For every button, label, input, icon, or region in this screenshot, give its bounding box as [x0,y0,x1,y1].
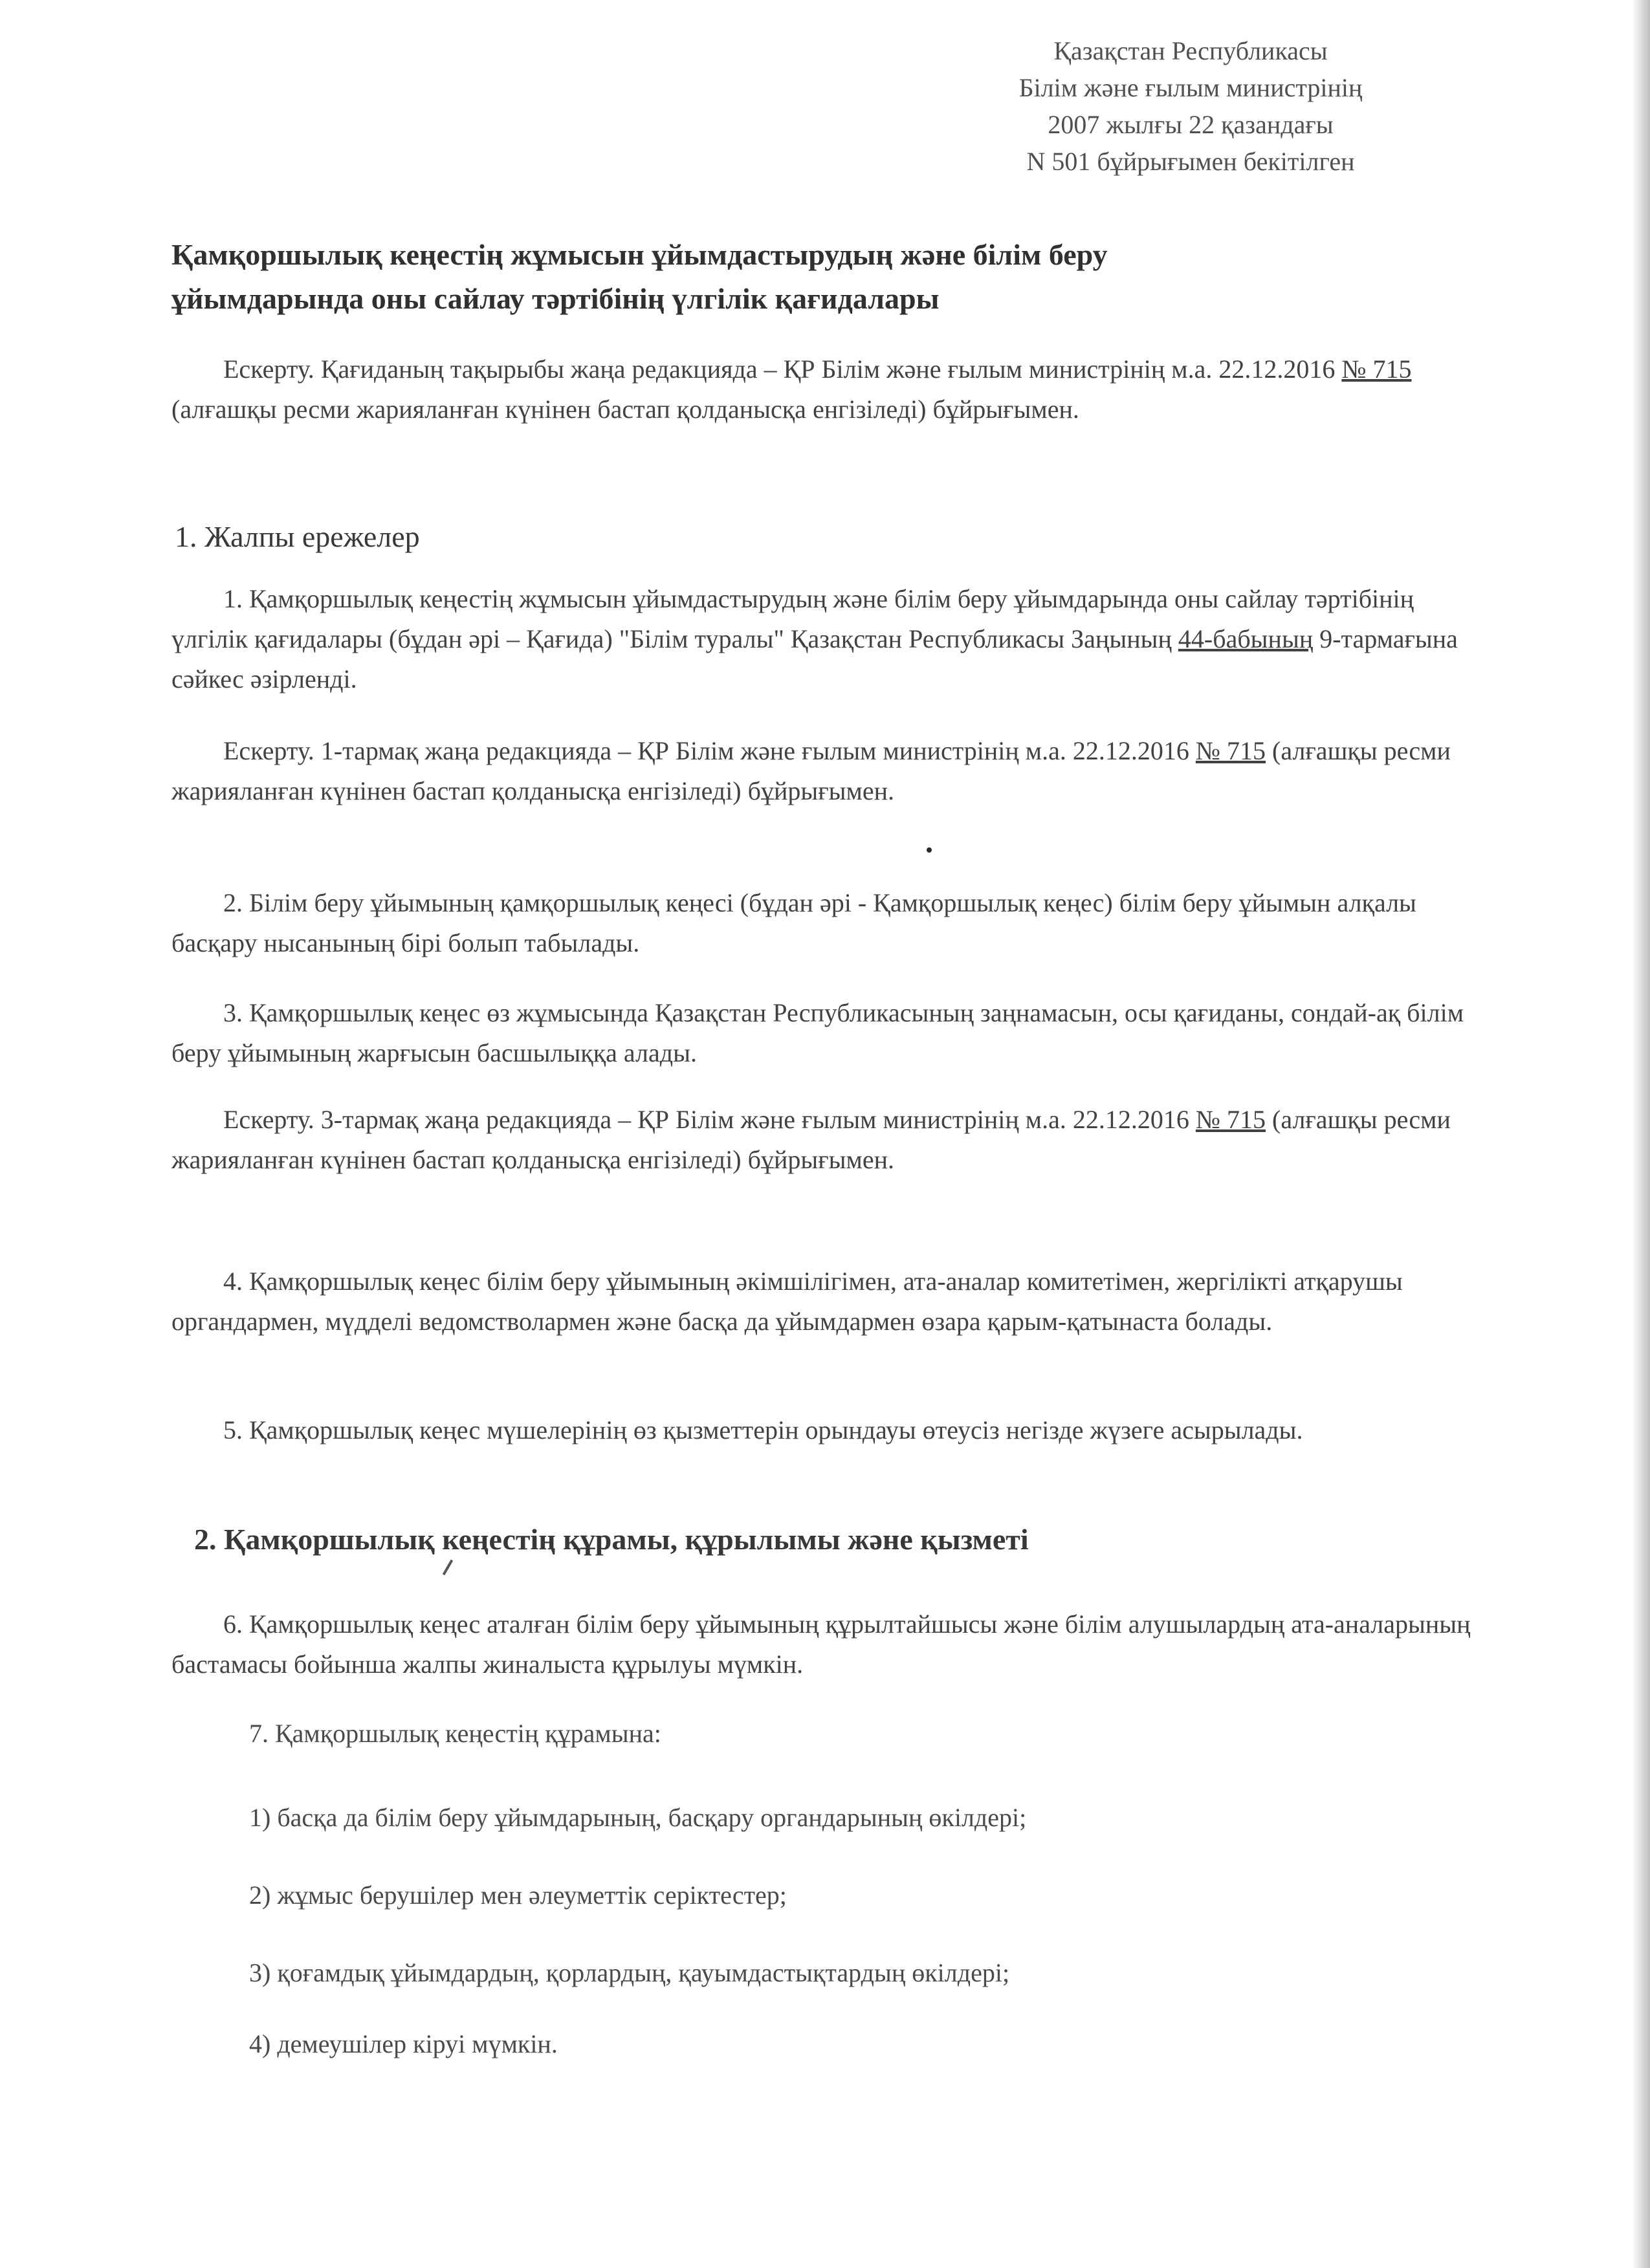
note-text: (алғашқы ресми жарияланған күнінен бастап қолданысқа енгізіледі) бұйрығымен. [171,395,1079,424]
law-article-link[interactable]: 44-бабының [1178,624,1314,653]
note-text: Ескерту. Қағиданың тақырыбы жаңа редакцияда – ҚР Білім және ғылым министрінің м.а. 22.12.2016 [223,354,1342,384]
order-link[interactable]: № 715 [1341,354,1412,384]
paragraph-5: 5. Қамқоршылық кеңес мүшелерінің өз қызметтерін орындауы өтеусіз негізде жүзеге асырылады. [223,1415,1303,1445]
list-item: 3) қоғамдық ұйымдардың, қорлардың, қауымдастықтардың өкілдері; [249,1958,1010,1987]
approval-line: 2007 жылғы 22 қазандағы [1048,110,1334,139]
note-paragraph-3 [171,1100,1491,1180]
pen-mark [443,1560,453,1576]
note-text: Ескерту. 3-тармақ жаңа редакцияда – ҚР Білім және ғылым министрінің м.а. 22.12.2016 [223,1105,1196,1134]
title-line: ұйымдарында оны сайлау тәртібінің үлгілік қағидалары [171,282,940,315]
paragraph-text: 1. Қамқоршылық кеңестің жұмысын ұйымдастырудың және білім беру ұйымдарында оны сайлау тәртібінің үлгілік қағидалары (бұдан әрі – Қағида) "Білім туралы" Қазақстан Республикасы Заңының [171,584,1414,653]
document-title [171,233,1401,321]
list-item: 2) жұмыс берушілер мен әлеуметтік серіктестер; [249,1881,787,1910]
order-link[interactable]: № 715 [1195,736,1266,765]
approval-line: N 501 бұйрығымен бекітілген [1026,147,1355,176]
note-text: (алғашқы ресми жарияланған күнінен бастап қолданысқа енгізіледі) бұйрығымен. [171,1105,1451,1174]
note-text: (алғашқы ресми жарияланған күнінен бастап қолданысқа енгізіледі) бұйрығымен. [171,736,1451,805]
paragraph-2: 2. Білім беру ұйымының қамқоршылық кеңесі (бұдан әрі - Қамқоршылық кеңес) білім беру ұйымын алқалы басқару нысанының бірі болып табылады. [171,888,1416,957]
paragraph-3: 3. Қамқоршылық кеңес өз жұмысында Қазақстан Республикасының заңнамасын, осы қағиданы, сондай-ақ білім беру ұйымының жарғысын басшылыққа алады. [171,998,1464,1067]
note-text: Ескерту. 1-тармақ жаңа редакцияда – ҚР Білім және ғылым министрінің м.а. 22.12.2016 [223,736,1196,765]
paragraph-4: 4. Қамқоршылық кеңес білім беру ұйымының әкімшілігімен, ата-аналар комитетімен, жергілікті атқарушы органдармен, мүдделі ведомстволармен және басқа да ұйымдармен өзара қарым-қатынаста болады. [171,1267,1403,1336]
section-heading-composition: 2. Қамқоршылық кеңестің құрамы, құрылымы және қызметі [194,1523,1029,1556]
paragraph-7: 7. Қамқоршылық кеңестің құрамына: [249,1719,661,1748]
paragraph-1 [171,579,1491,699]
paragraph-6: 6. Қамқоршылық кеңес аталған білім беру ұйымының құрылтайшысы және білім алушылардың ата-аналарының бастамасы бойынша жалпы жиналыста құрылуы мүмкін. [171,1609,1471,1679]
paragraph-text: 9-тармағына сәйкес әзірленді. [171,624,1458,693]
note-paragraph-1 [171,731,1491,811]
page-edge-shadow [1632,0,1650,2268]
note-title-amendment [171,349,1491,430]
title-line: Қамқоршылық кеңестің жұмысын ұйымдастырудың және білім беру [171,238,1108,271]
ink-dot [927,847,932,853]
approval-line: Қазақстан Республикасы [1053,36,1328,65]
list-item: 4) демеушілер кіруі мүмкін. [249,2029,558,2058]
approval-line: Білім және ғылым министрінің [1018,73,1363,102]
order-link[interactable]: № 715 [1195,1105,1266,1134]
list-item: 1) басқа да білім беру ұйымдарының, басқару органдарының өкілдері; [249,1803,1027,1832]
approval-stamp-block [958,32,1424,180]
section-heading-general: 1. Жалпы ережелер [175,520,420,553]
